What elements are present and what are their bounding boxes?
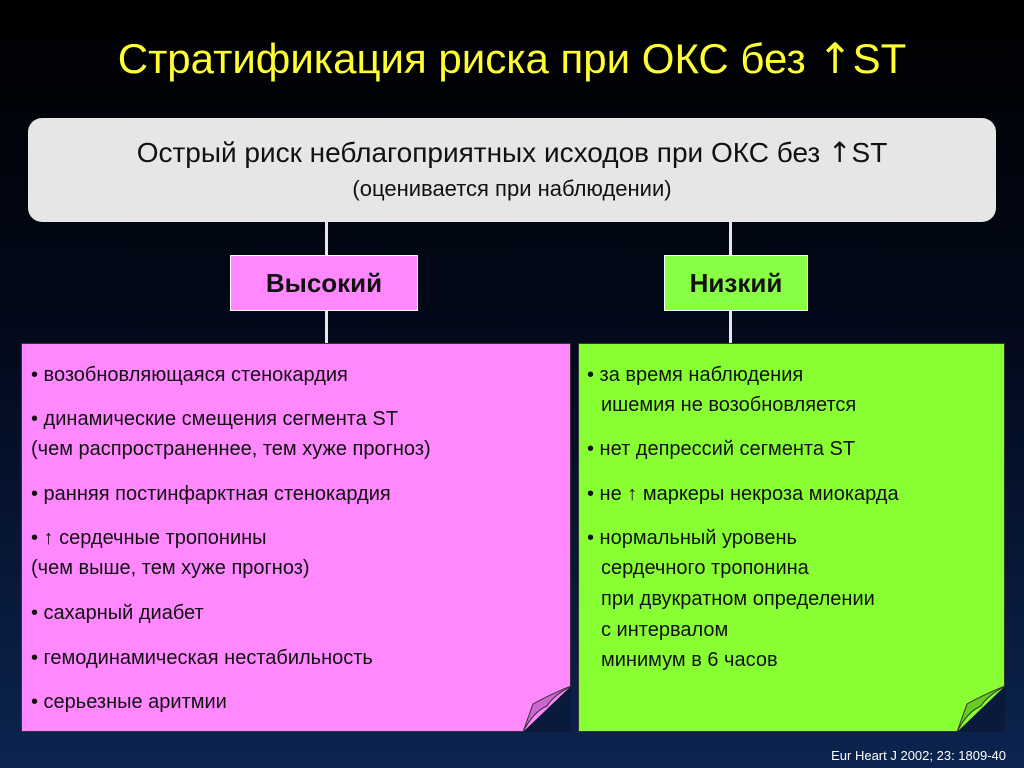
low-risk-label: Низкий xyxy=(664,255,808,311)
low-risk-item: при двукратном определении xyxy=(601,588,875,610)
connector-line xyxy=(325,309,328,343)
source-citation: Eur Heart J 2002; 23: 1809-40 xyxy=(831,748,1006,763)
high-risk-item: (чем распространеннее, тем хуже прогноз) xyxy=(31,438,431,460)
high-risk-item: • возобновляющаяся стенокардия xyxy=(31,364,348,386)
low-risk-item: • нет депрессий сегмента ST xyxy=(587,438,856,460)
connector-line xyxy=(729,309,732,343)
high-risk-item: • ↑ сердечные тропонины xyxy=(31,527,267,549)
high-risk-item: • ранняя постинфарктная стенокардия xyxy=(31,483,391,505)
acute-risk-box xyxy=(28,118,996,222)
high-risk-card xyxy=(21,343,571,732)
up-arrow-icon: ↑ xyxy=(817,34,853,83)
acute-risk-heading xyxy=(28,136,996,169)
title-text: Стратификация риска при ОКС без xyxy=(117,35,818,82)
high-risk-item: • серьезные аритмии xyxy=(31,691,227,713)
acute-risk-subheading: (оценивается при наблюдении) xyxy=(352,176,672,201)
title-suffix: ST xyxy=(852,35,907,82)
high-risk-item: • гемодинамическая нестабильность xyxy=(31,647,373,669)
high-risk-item: • сахарный диабет xyxy=(31,602,204,624)
slide-title xyxy=(0,34,1024,83)
low-risk-card xyxy=(578,343,1005,732)
high-risk-item: • динамические смещения сегмента ST xyxy=(31,408,398,430)
acute-risk-heading-text: Острый риск неблагоприятных исходов при ОКС без xyxy=(136,137,829,168)
connector-line xyxy=(325,222,328,255)
low-risk-item: • за время наблюдения xyxy=(587,364,804,386)
connector-line xyxy=(729,222,732,255)
up-arrow-icon: ↑ xyxy=(828,136,852,169)
low-risk-item: • не ↑ маркеры некроза миокарда xyxy=(587,483,899,505)
page-fold-icon xyxy=(957,686,1005,732)
acute-risk-heading-suffix: ST xyxy=(851,137,888,168)
high-risk-label: Высокий xyxy=(230,255,418,311)
low-risk-item: сердечного тропонина xyxy=(601,557,809,579)
page-fold-icon xyxy=(523,686,571,732)
low-risk-item: с интервалом xyxy=(601,619,729,641)
low-risk-item: • нормальный уровень xyxy=(587,527,797,549)
low-risk-item: ишемия не возобновляется xyxy=(601,394,857,416)
low-risk-item: минимум в 6 часов xyxy=(601,649,778,671)
high-risk-item: (чем выше, тем хуже прогноз) xyxy=(31,557,310,579)
